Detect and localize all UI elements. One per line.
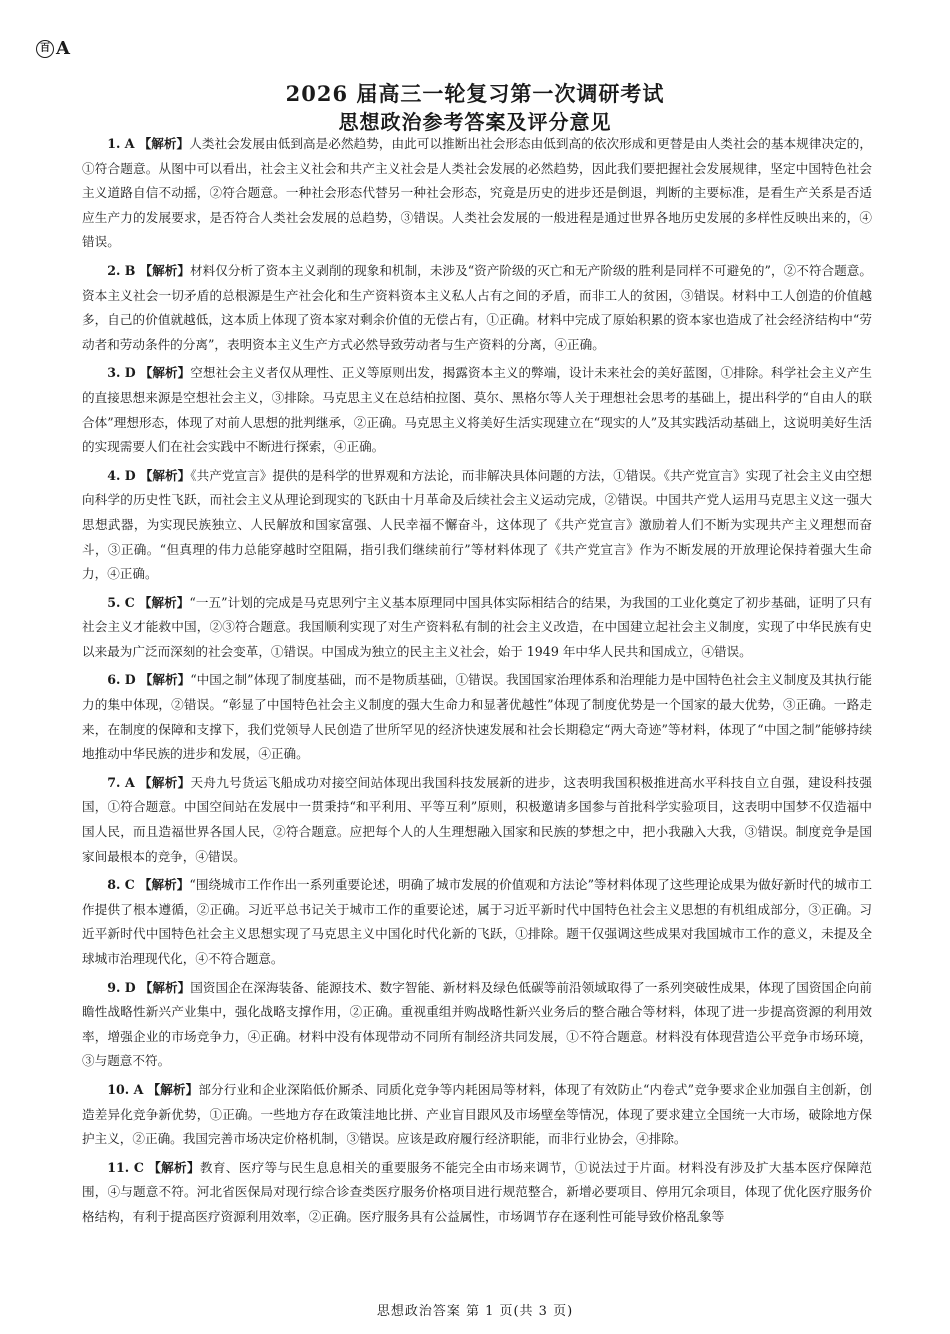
answer-number: 10. A bbox=[107, 1081, 144, 1097]
answer-item-4 bbox=[82, 464, 872, 587]
answer-item-1 bbox=[82, 132, 872, 255]
analysis-tag: 【解析】 bbox=[147, 1081, 199, 1097]
answer-item-2 bbox=[82, 259, 872, 357]
answer-item-11 bbox=[82, 1156, 872, 1230]
answer-number: 4. D bbox=[107, 467, 136, 483]
answer-number: 6. D bbox=[107, 672, 136, 688]
analysis-tag: 【解析】 bbox=[138, 136, 190, 151]
analysis-tag: 【解析】 bbox=[139, 979, 191, 995]
answer-number: 1. A bbox=[107, 136, 135, 151]
answer-item-6 bbox=[82, 668, 872, 766]
answer-text: 国资国企在深海装备、能源技术、数字智能、新材料及绿色低碳等前沿领域取得了一系列突破性成果，体现了国资国企向前瞻性战略性新兴产业集中，强化战略支撑作用，②正确。重视重组并购战略性新兴业务后的整合融合等材料，体现了进一步提高资源的利用效率，增强企业的市场竞争力，④正确。材料中没有体现带动不同所有制经济共同发展，①不符合题意。材料没有体现营造公平竞争市场环境，③与题意不符。 bbox=[82, 979, 873, 1069]
answer-text: 天舟九号货运飞船成功对接空间站体现出我国科技发展新的进步，这表明我国积极推进高水平科技自立自强，建设科技强国，①符合题意。中国空间站在发展中一贯秉持“和平利用、平等互利”原则，积极邀请多国参与首批科学实验项目，这表明中国梦不仅造福中国人民，而且造福世界各国人民，②符合题意。应把每个人的人生理想融入国家和民族的梦想之中，把小我融入大我，③错误。制度竞争是国家间最根本的竞争，④错误。 bbox=[82, 774, 873, 864]
answer-number: 3. D bbox=[107, 365, 136, 381]
answer-number: 8. C bbox=[107, 877, 135, 893]
answer-item-9 bbox=[82, 976, 872, 1074]
analysis-tag: 【解析】 bbox=[139, 467, 191, 483]
answer-number: 9. D bbox=[107, 979, 136, 995]
answer-number: 11. C bbox=[107, 1159, 144, 1175]
analysis-tag: 【解析】 bbox=[138, 594, 190, 610]
answer-text: 空想社会主义者仅从理性、正义等原则出发，揭露资本主义的弊端，设计未来社会的美好蓝图，①排除。科学社会主义产生的直接思想来源是空想社会主义，③排除。马克思主义在总结柏拉图、莫尔、黑格尔等人关于理想社会思考的基础上，提出科学的“自由人的联合体”理想形态，体现了对前人思想的批判继承，②正确。马克思主义将美好生活实现建立在“现实的人”及其实践活动基础上，这说明美好生活的实现需要人们在社会实践中不断进行探索，④正确。 bbox=[82, 365, 873, 455]
analysis-tag: 【解析】 bbox=[139, 262, 190, 278]
answer-item-10 bbox=[82, 1078, 872, 1152]
answer-text: “一五”计划的完成是马克思列宁主义基本原理同中国具体实际相结合的结果，为我国的工业化奠定了初步基础，证明了只有社会主义才能救中国，②③符合题意。我国顺利实现了对生产资料私有制的社会主义改造，在中国建立起社会主义制度，实现了中华民族有史以来最为广泛而深刻的社会变革，①错误。中国成为独立的民主主义社会，始于 1949 年中华人民共和国成立，④错误。 bbox=[82, 594, 872, 659]
answer-item-5 bbox=[82, 591, 872, 665]
answer-text: 教育、医疗等与民生息息相关的重要服务不能完全由市场来调节，①说法过于片面。材料没有涉及扩大基本医疗保障范围，④与题意不符。河北省医保局对现行综合诊查类医疗服务价格项目进行规范整合，新增必要项目、停用冗余项目，体现了优化医疗服务价格结构，有利于提高医疗资源利用效率，②正确。医疗服务具有公益属性，市场调节存在逐利性可能导致价格乱象等 bbox=[82, 1159, 872, 1224]
answer-item-7 bbox=[82, 771, 872, 869]
page-footer: 思想政治答案 第 1 页(共 3 页) bbox=[376, 1304, 574, 1319]
analysis-tag: 【解析】 bbox=[138, 877, 190, 893]
answer-number: 7. A bbox=[107, 774, 135, 790]
analysis-tag: 【解析】 bbox=[148, 1159, 200, 1175]
analysis-tag: 【解析】 bbox=[139, 672, 191, 688]
answer-text: “围绕城市工作作出一系列重要论述，明确了城市发展的价值观和方法论”等材料体现了这些理论成果为做好新时代的城市工作提供了根本遵循，②正确。习近平总书记关于城市工作的重要论述，属于习近平新时代中国特色社会主义思想的有机组成部分，③正确。习近平新时代中国特色社会主义思想实现了马克思主义中国化时代化新的飞跃，①排除。题干仅强调这些成果对我国城市工作的意义，未提及全球城市治理现代化，④不符合题意。 bbox=[82, 877, 872, 966]
answer-item-3 bbox=[82, 361, 872, 459]
page-subtitle: 思想政治参考答案及评分意见 bbox=[338, 110, 612, 134]
answer-text: 人类社会发展由低到高是必然趋势，由此可以推断出社会形态由低到高的依次形成和更替是由人类社会的基本规律决定的，①符合题意。从图中可以看出，社会主义社会和共产主义社会是人类社会发展的必然趋势，因此我们要把握社会发展规律，坚定中国特色社会主义道路自信不动摇，②符合题意。一种社会形态代替另一种社会形态，究竟是历史的进步还是倒退，判断的主要标准，是看生产关系是否适应生产力的发展要求，是否符合人类社会发展的总趋势，③错误。人类社会发展的一般进程是通过世界各地历史发展的多样性反映出来的，④错误。 bbox=[82, 136, 873, 250]
corner-letter: A bbox=[56, 38, 70, 59]
answer-number: 5. C bbox=[107, 594, 135, 610]
answer-text: “中国之制”体现了制度基础，而不是物质基础，①错误。我国国家治理体系和治理能力是中国特色社会主义制度及其执行能力的集中体现，②错误。“彰显了中国特色社会主义制度的强大生命力和显著优越性”体现了制度优势是一个国家的最大优势，③正确。一路走来，在制度的保障和支撑下，我们党领导人民创造了世所罕见的经济快速发展和社会长期稳定“两大奇迹”等材料，体现了“中国之制”能够持续地推动中华民族的进步和发展，④正确。 bbox=[82, 672, 872, 762]
corner-circle-glyph: 百 bbox=[36, 40, 54, 58]
answer-text: 部分行业和企业深陷低价厮杀、同质化竞争等内耗困局等材料，体现了有效防止“内卷式”竞争要求企业加强自主创新，创造差异化竞争新优势，①正确。一些地方存在政策洼地比拼、产业盲目跟风及市场壁垒等情况，体现了要求建立全国统一大市场，破除地方保护主义，②正确。我国完善市场决定价格机制，③错误。应该是政府履行经济职能，而非行业协会，④排除。 bbox=[82, 1081, 872, 1147]
corner-mark bbox=[36, 38, 70, 59]
answer-text: 材料仅分析了资本主义剥削的现象和机制，未涉及“资产阶级的灭亡和无产阶级的胜利是同样不可避免的”，②不符合题意。资本主义社会一切矛盾的总根源是生产社会化和生产资料资本主义私人占有之间的矛盾，而非工人的贫困，③错误。材料中工人创造的价值越多，自己的价值就越低，这本质上体现了资本家对剩余价值的无偿占有，①正确。材料中完成了原始积累的资本家也造成了社会经济结构中“劳动者和劳动条件的分离”，表明资本主义生产方式必然导致劳动者与生产资料的分离，④正确。 bbox=[82, 262, 872, 352]
answer-item-8 bbox=[82, 873, 872, 971]
answer-number: 2. B bbox=[107, 262, 136, 278]
page-title: 2026 届高三一轮复习第一次调研考试 bbox=[285, 81, 665, 106]
analysis-tag: 【解析】 bbox=[139, 774, 191, 790]
answer-list bbox=[82, 132, 872, 1234]
answer-text: 《共产党宣言》提供的是科学的世界观和方法论，而非解决具体问题的方法，①错误。《共产党宣言》实现了社会主义由空想向科学的历史性飞跃，而社会主义从理论到现实的飞跃由十月革命及后续社会主义运动完成，②错误。中国共产党人运用马克思主义这一强大思想武器，为实现民族独立、人民解放和国家富强、人民幸福不懈奋斗，这体现了《共产党宣言》激励着人们不断为实现共产主义理想而奋斗，③正确。“但真理的伟力总能穿越时空阻隔，指引我们继续前行”等材料体现了《共产党宣言》作为不断发展的开放理论保持着强大生命力，④正确。 bbox=[82, 467, 873, 582]
analysis-tag: 【解析】 bbox=[139, 365, 191, 381]
